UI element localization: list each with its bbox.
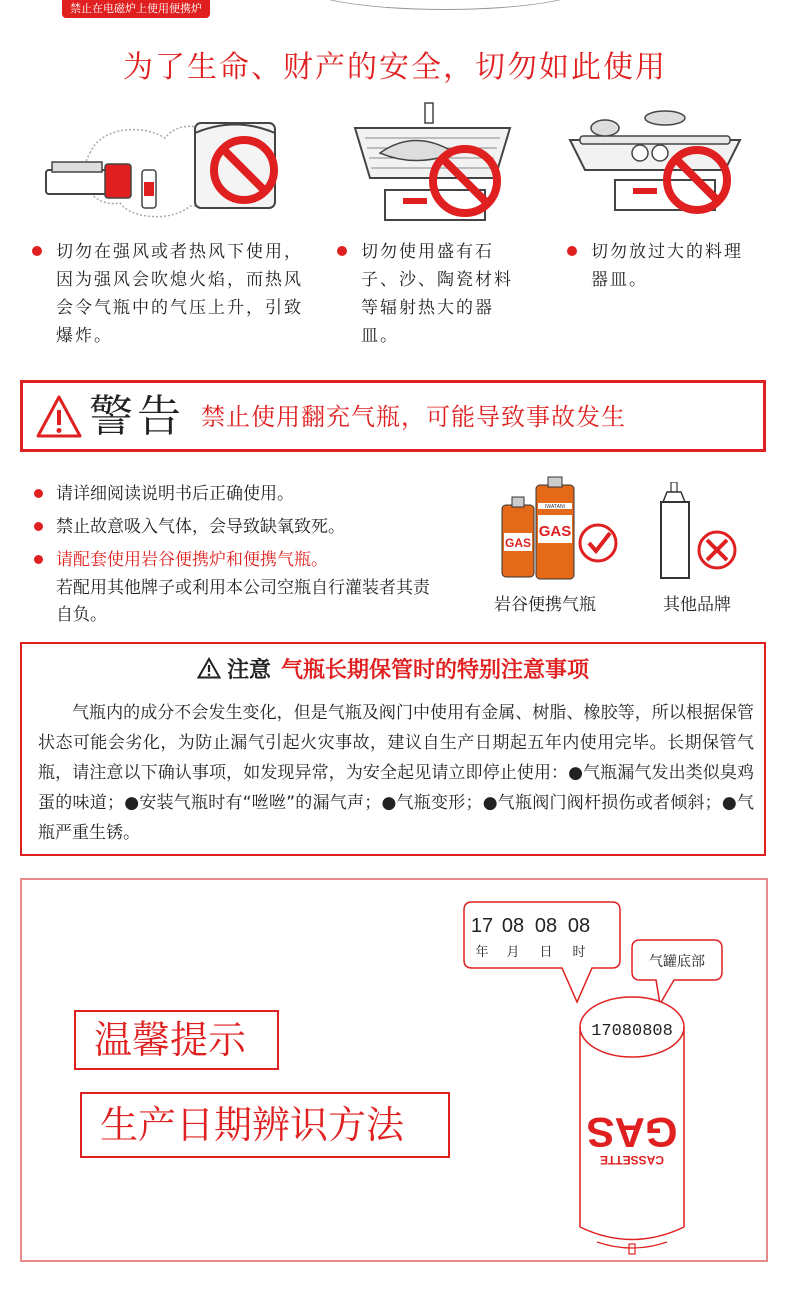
can-cassette-text: CASSETTE [599,1153,665,1167]
date-unit-month: 月 [506,945,520,960]
can-small-brand: GAS [504,536,532,550]
other-brand-canister-image [655,482,745,582]
usage-note-text: 禁止故意吸入气体，会导致缺氧致死。 [56,517,345,537]
date-digit-hour: 08 [567,915,591,937]
alert-text: 禁止使用翻充气瓶，可能导致事故发生 [201,403,626,431]
date-code: 17080808 [591,1022,673,1041]
iwatani-canister-image [490,475,630,585]
main-title: 为了生命、财产的安全，切勿如此使用 [123,50,667,85]
iwatani-canister-label: 岩谷便携气瓶 [494,595,596,615]
usage-note-detail: 若配用其他牌子或利用本公司空瓶自行灌装者其责自负。 [56,578,430,625]
bullet-dot [34,489,43,498]
bullet-dot [567,246,577,256]
warning-wind-text: 切勿在强风或者热风下使用，因为强风会吹熄火焰，而热风会令气瓶中的气压上升，引致爆炸。 [56,242,303,346]
bottom-label: 气罐底部 [649,954,705,970]
stone-plate-warning-illustration [345,98,520,228]
date-identification-label: 生产日期辨识方法 [80,1092,450,1158]
alert-title: 警告 [89,391,185,442]
warning-triangle-icon [197,657,221,679]
notice-subtitle: 气瓶长期保管时的特别注意事项 [281,658,590,683]
warning-wind [32,238,312,350]
warning-large-pan-text: 切勿放过大的料理器皿。 [591,242,743,290]
bullet-dot [34,555,43,564]
date-digit-year: 17 [470,915,494,937]
usage-note [34,546,434,579]
notice-body: 气瓶内的成分不会发生变化，但是气瓶及阀门中使用有金属、树脂、橡胶等，所以根据保管状态可能会劣化，为防止漏气引起火灾事故，建议自生产日期起五年内使用完毕。长期保管气瓶，请注意以下确认事项，如发现异常，为安全起见请立即停止使用：●气瓶漏气发出类似臭鸡蛋的味道；●安装气瓶时有“咝咝”的漏气声；●气瓶变形；●气瓶阀门阀杆损伤或者倾斜；●气瓶严重生锈。 [38,703,754,843]
alert-box [20,380,766,452]
date-unit-year: 年 [475,945,489,960]
tips-label: 温馨提示 [74,1010,279,1070]
usage-note-text: 请详细阅读说明书后正确使用。 [56,484,294,504]
bullet-dot [34,522,43,531]
wind-warning-illustration [30,98,295,228]
date-digit-month: 08 [501,915,525,937]
warning-large-pan [567,238,757,294]
canister-date-diagram [442,892,762,1257]
storage-notice-box [20,642,766,856]
bullet-dot [32,246,42,256]
date-digit-day: 08 [534,915,558,937]
usage-notes [34,480,434,629]
top-tag: 禁止在电磁炉上使用便携炉 [62,0,210,18]
stove-top-outline [300,0,590,10]
warning-stone-text: 切勿使用盛有石子、沙、陶瓷材料等辐射热大的器皿。 [361,242,513,346]
notice-heading [22,656,764,686]
oversized-pan-warning-illustration [565,98,745,228]
date-unit-day: 日 [539,945,553,960]
can-big-brand: GAS [538,523,572,540]
can-top-brand: IWATANI [545,504,565,510]
warning-triangle-icon [35,393,83,441]
usage-note-text: 请配套使用岩谷便携炉和便携气瓶。 [56,550,328,570]
bullet-dot [337,246,347,256]
production-date-tips-box [20,878,768,1262]
usage-note [34,480,434,513]
date-unit-hour: 时 [572,945,586,960]
other-brand-label: 其他品牌 [663,595,731,615]
usage-note [34,513,434,546]
notice-label: 注意 [226,658,271,683]
warning-stone [337,238,527,350]
can-gas-text: GAS [586,1109,678,1156]
